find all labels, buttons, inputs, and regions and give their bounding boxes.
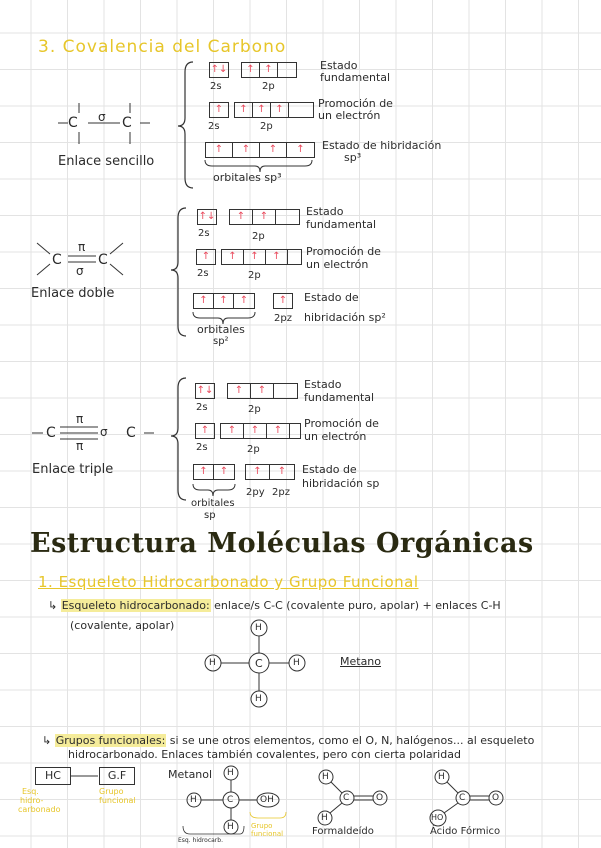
orbital-2s-box: ↑ bbox=[196, 249, 216, 265]
hydrogen-atom: H bbox=[321, 813, 328, 823]
carbon-atom-right: C bbox=[98, 252, 108, 268]
state-label-2: un electrón bbox=[306, 258, 369, 271]
hydrogen-atom: H bbox=[255, 623, 262, 633]
orbital-label-2s: 2s bbox=[210, 81, 222, 92]
bond-label: Enlace triple bbox=[32, 462, 114, 477]
pi-label: π bbox=[78, 240, 86, 254]
state-label-2: hibridación sp² bbox=[304, 311, 386, 324]
hydroxyl-group: HO bbox=[431, 813, 444, 822]
carbon-atom-left: C bbox=[68, 115, 78, 131]
acido-formico-label: Ácido Fórmico bbox=[430, 826, 501, 837]
orbital-label-2s: 2s bbox=[196, 402, 208, 413]
groups-term: Grupos funcionales: bbox=[55, 734, 166, 747]
carbon-atom-right: C bbox=[122, 115, 132, 131]
groups-text-2: hidrocarbonado. Enlaces también covalentes, pero con cierta polaridad bbox=[68, 748, 461, 761]
state-label: Estado bbox=[304, 378, 342, 391]
arrow-icon: ↳ bbox=[48, 599, 61, 612]
main-title: Estructura Moléculas Orgánicas bbox=[30, 528, 534, 559]
orbital-label-2p: 2p bbox=[252, 231, 265, 242]
hybrid-orbitals-box: ↑ ↑ bbox=[193, 464, 235, 480]
hydrogen-atom: H bbox=[227, 822, 234, 832]
orbital-2s-box: ↑↓ bbox=[197, 209, 217, 225]
state-label: Estado bbox=[320, 59, 358, 72]
hydrogen-atom: H bbox=[322, 772, 329, 782]
hydrogen-atom: H bbox=[209, 658, 216, 668]
bond-label: Enlace doble bbox=[31, 286, 115, 301]
state-label: Estado de bbox=[302, 463, 357, 476]
sigma-label: σ bbox=[98, 110, 106, 124]
orbital-2p-box: ↑ ↑ ↑ bbox=[234, 102, 314, 118]
section-subtitle: 1. Esqueleto Hidrocarbonado y Grupo Funcional bbox=[38, 573, 419, 591]
orbital-2p-box: ↑ ↑ ↑ bbox=[221, 249, 302, 265]
skeleton-text: enlace/s C-C (covalente puro, apolar) + enlaces C-H bbox=[210, 599, 501, 612]
skeleton-text-2: (covalente, apolar) bbox=[70, 619, 175, 632]
state-label: Estado bbox=[306, 205, 344, 218]
hc-note: Esq. bbox=[22, 787, 39, 796]
hybrid-under-label: orbitales bbox=[197, 323, 245, 336]
orbital-2p-box: ↑ ↑ bbox=[241, 62, 297, 78]
orbital-label-2p: 2p bbox=[248, 270, 261, 281]
state-label-2: fundamental bbox=[320, 71, 391, 84]
state-label-2: un electrón bbox=[304, 430, 367, 443]
methane-label: Metano bbox=[340, 655, 382, 668]
metanol-label: Metanol bbox=[168, 768, 213, 781]
orbital-2p-box: ↑ ↑ bbox=[229, 209, 300, 225]
carbon-atom-left: C bbox=[46, 425, 56, 441]
gf-box: G.F bbox=[99, 767, 135, 785]
orbital-label-2pz: 2pz bbox=[274, 313, 292, 324]
orbital-2pz-box: ↑ bbox=[273, 293, 293, 309]
state-label-2: hibridación sp bbox=[302, 477, 380, 490]
hc-note-3: carbonado bbox=[18, 805, 61, 814]
state-label-2: fundamental bbox=[304, 391, 375, 404]
oxygen-atom: O bbox=[376, 793, 384, 803]
state-label: Promoción de bbox=[304, 417, 379, 430]
orbital-label-2s: 2s bbox=[197, 268, 209, 279]
hc-note-2: hidro- bbox=[20, 796, 44, 805]
orbital-label-2py: 2py bbox=[246, 487, 265, 498]
orbital-label-2s: 2s bbox=[208, 121, 220, 132]
sigma-label: σ bbox=[100, 425, 108, 439]
hybrid-under-label-2: sp bbox=[204, 510, 216, 521]
orbital-label-2p: 2p bbox=[260, 121, 273, 132]
orbital-2py-2pz-box: ↑ ↑ bbox=[245, 464, 295, 480]
hc-box: HC bbox=[35, 767, 71, 785]
section-title: 3. Covalencia del Carbono bbox=[38, 37, 287, 57]
orbital-label-2p: 2p bbox=[248, 404, 261, 415]
group-small-label: Grupo bbox=[251, 822, 273, 830]
orbital-2p-box: ↑ ↑ bbox=[227, 383, 298, 399]
state-label: Promoción de bbox=[318, 97, 393, 110]
pi-label: π bbox=[76, 412, 84, 426]
orbital-label-2p: 2p bbox=[262, 81, 275, 92]
hybrid-under-label: orbitales sp³ bbox=[213, 171, 282, 184]
skeleton-small-label: Esq. hidrocarb. bbox=[178, 837, 223, 844]
state-label-2: un electrón bbox=[318, 109, 381, 122]
hybrid-under-label-2: sp² bbox=[213, 336, 229, 347]
state-label-2: fundamental bbox=[306, 218, 377, 231]
orbital-2s-box: ↑ bbox=[209, 102, 229, 118]
bond-label: Enlace sencillo bbox=[58, 154, 155, 169]
formaldehido-label: Formaldeído bbox=[312, 826, 374, 837]
orbital-2s-box: ↑ bbox=[195, 423, 215, 439]
state-label-2: sp³ bbox=[344, 151, 362, 164]
groups-text: si se une otros elementos, como el O, N, halógenos... al esqueleto bbox=[166, 734, 535, 747]
orbital-2p-box: ↑ ↑ ↑ bbox=[220, 423, 301, 439]
sigma-label: σ bbox=[76, 264, 84, 278]
carbon-atom-right: C bbox=[126, 425, 136, 441]
gf-note: Grupo bbox=[99, 787, 124, 796]
carbon-atom: C bbox=[459, 793, 466, 803]
hybrid-orbitals-box: ↑ ↑ ↑ ↑ bbox=[205, 142, 315, 158]
hydrogen-atom: H bbox=[227, 768, 234, 778]
carbon-atom: C bbox=[343, 793, 350, 803]
orbital-2s-box: ↑↓ bbox=[209, 62, 229, 78]
hybrid-orbitals-box: ↑ ↑ ↑ bbox=[193, 293, 255, 309]
hydrogen-atom: H bbox=[438, 772, 445, 782]
orbital-2s-box: ↑↓ bbox=[195, 383, 215, 399]
orbital-label-2p: 2p bbox=[247, 444, 260, 455]
skeleton-term: Esqueleto hidrocarbonado: bbox=[61, 599, 210, 612]
orbital-label-2pz: 2pz bbox=[272, 487, 290, 498]
arrow-icon: ↳ bbox=[42, 734, 55, 747]
carbon-atom: C bbox=[227, 795, 234, 805]
hydrogen-atom: H bbox=[190, 795, 197, 805]
hydroxyl-group: OH bbox=[260, 795, 274, 805]
carbon-atom-left: C bbox=[52, 252, 62, 268]
group-small-label-2: funcional bbox=[251, 830, 284, 838]
pi-label-2: π bbox=[76, 439, 84, 453]
hydrogen-atom: H bbox=[255, 694, 262, 704]
state-label: Estado de hibridación bbox=[322, 139, 442, 152]
orbital-label-2s: 2s bbox=[196, 442, 208, 453]
hybrid-under-label: orbitales bbox=[191, 498, 235, 509]
state-label: Promoción de bbox=[306, 245, 381, 258]
gf-note-2: funcional bbox=[99, 796, 136, 805]
orbital-label-2s: 2s bbox=[198, 228, 210, 239]
state-label: Estado de bbox=[304, 291, 359, 304]
carbon-atom: C bbox=[255, 657, 263, 670]
hydrogen-atom: H bbox=[293, 658, 300, 668]
oxygen-atom: O bbox=[492, 793, 500, 803]
